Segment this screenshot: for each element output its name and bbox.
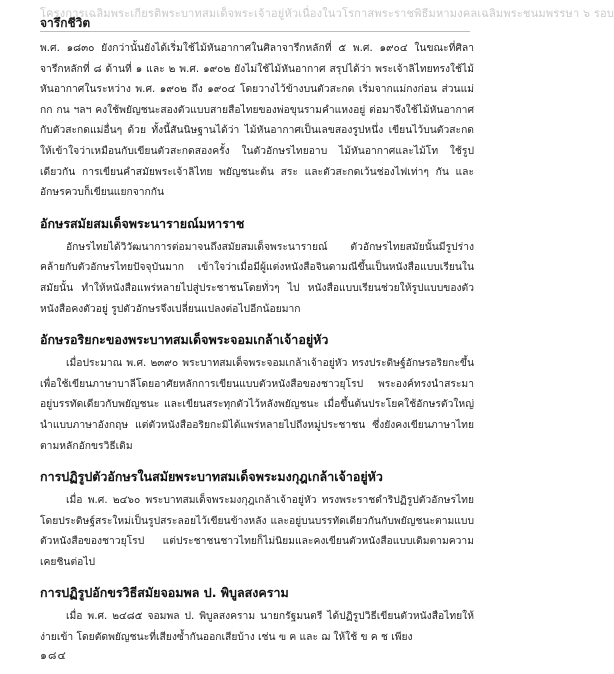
paragraph-intro: พ.ศ. ๑๘๓๐ ยังกว่านั้นยังได้เริ่มใช้ไม้หันอากาศในศิลาจารึกหลักที่ ๕ พ.ศ. ๑๙๐๔ ในขณะที่ศิลาจารึกหลักที่ ๘ ด้านที่ ๑ และ ๒ พ.ศ. ๑๙๐๒ ยังไม่ใช้ไม้หันอากาศ สรุปได้ว่า พระเจ้าลิไทยทรงใช้ไม้หันอากาศในระหว่าง พ.ศ. ๑๙๐๒ ถึง ๑๙๐๔ โดยวางไว้ข้างบนตัวสะกด เริ่มจากแม่กงก่อน ส่วนแม่กก กน ฯลฯ คงใช้พยัญชนะสองตัวแบบสายสือไทยของพ่อขุนรามคำแหงอยู่ ต่อมาจึงใช้ไม้หันอากาศกับตัวสะกดแม่อื่นๆ ด้วย ทั้งนี้สันนิษฐานได้ว่า ไม้หันอากาศเป็นเลขสองรูปหนึ่ง เขียนไว้บนตัวสะกดให้เข้าใจว่าเหมือนกับเขียนตัวสะกดสองครั้ง ในตัวอักษรไทยอาบ ไม้หันอากาศและไม้โท ใช้รูปเดียวกัน การเขียนคำสมัยพระเจ้าลิไทย พยัญชนะต้น สระ และตัวสะกดเว้นช่องไฟเท่าๆ กัน และอักษรควบก็เขียนแยกจากกัน [40, 42, 474, 199]
header-divider [40, 31, 470, 32]
section-heading-narai: อักษรสมัยสมเด็จพระนารายณ์มหาราช [40, 215, 245, 231]
section-heading-vajiravudh: การปฏิรูปตัวอักษรในสมัยพระบาทสมเด็จพระมงกุฎเกล้าเจ้าอยู่หัว [40, 469, 383, 485]
body-text [40, 38, 474, 648]
paragraph-narai: อักษรไทยได้วิวัฒนาการต่อมาจนถึงสมัยสมเด็จพระนารายณ์ ตัวอักษรไทยสมัยนั้นมีรูปร่างคล้ายกับตัวอักษรไทยปัจจุบันมาก เข้าใจว่าเมื่อมีผู้แต่งหนังสือจินดามณีขึ้นเป็นหนังสือแบบเรียนในสมัยนั้น ทำให้หนังสือแพร่หลายไปสู่ประชาชนโดยทั่วๆ ไป หนังสือแบบเรียนช่วยให้รูปแบบของตัวหนังสือคงตัวอยู่ รูปตัวอักษรจึงเปลี่ยนแปลงต่อไปอีกน้อยมาก [40, 240, 474, 315]
running-title: จารึกชีวิต [40, 16, 91, 30]
page-header [0, 0, 614, 32]
page-number: ๑๘๔ [40, 649, 67, 662]
section-heading-phibun: การปฏิรูปอักขรวิธีสมัยจอมพล ป. พิบูลสงคราม [40, 585, 289, 601]
paragraph-vajiravudh: เมื่อ พ.ศ. ๒๔๖๐ พระบาทสมเด็จพระมงกุฎเกล้าเจ้าอยู่หัว ทรงพระราชดำริปฏิรูปตัวอักษรไทย โดยประดิษฐ์สระใหม่เป็นรูปสระลอยไว้เขียนข้างหลัง และอยู่บนบรรทัดเดียวกันกับพยัญชนะตามแบบตัวหนังสือของชาวยุโรป แต่ประชาชนชาวไทยก็ไม่นิยมและคงเขียนตัวหนังสือแบบเดิมตามความเคยชินต่อไป [40, 494, 474, 568]
section-heading-ariyaka: อักษรอริยกะของพระบาทสมเด็จพระจอมเกล้าเจ้าอยู่หัว [40, 332, 329, 348]
paragraph-ariyaka: เมื่อประมาณ พ.ศ. ๒๓๙๐ พระบาทสมเด็จพระจอมเกล้าเจ้าอยู่หัว ทรงประดิษฐ์อักษรอริยกะขึ้นเพื่อใช้เขียนภาษาบาลีโดยอาศัยหลักการเขียนแบบตัวหนังสือของชาวยุโรป พระองค์ทรงนำสระมาอยู่บรรทัดเดียวกับพยัญชนะ และเขียนสระทุกตัวไว้หลังพยัญชนะ เมื่อขึ้นต้นประโยคใช้อักษรตัวใหญ่นำแบบภาษาอังกฤษ แต่ตัวหนังสืออริยกะมิได้แพร่หลายไปถึงหมู่ประชาชน ซึ่งยังคงเขียนภาษาไทยตามหลักอักขรวิธีเดิม [40, 357, 474, 452]
header-watermark: โครงการเฉลิมพระเกียรติพระบาทสมเด็จพระเจ้าอยู่หัวเนื่องในวโรกาสพระราชพิธีมหามงคลเฉลิมพระชนมพรรษา ๖ รอบ [40, 7, 614, 20]
paragraph-phibun: เมื่อ พ.ศ. ๒๔๘๕ จอมพล ป. พิบูลสงคราม นายกรัฐมนตรี ได้ปฏิรูปวิธีเขียนตัวหนังสือไทยให้ง่ายเข้า โดยตัดพยัญชนะที่เสียงซ้ำกันออกเสียบ้าง เช่น ฃ ฅ และ ฌ ให้ใช้ ข ค ช เพียง [40, 610, 474, 644]
